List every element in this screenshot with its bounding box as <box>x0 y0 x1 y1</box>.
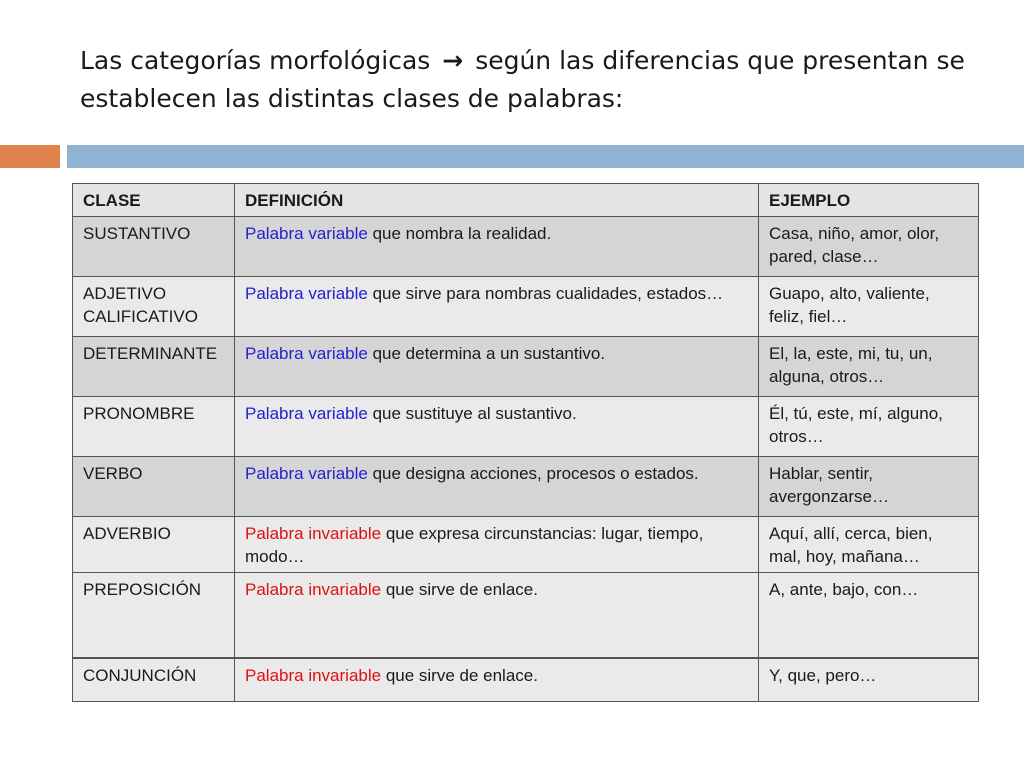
cell-definicion <box>235 277 759 337</box>
cell-clase: SUSTANTIVO <box>73 217 235 277</box>
cell-ejemplo: Y, que, pero… <box>759 659 979 702</box>
definition-text: que designa acciones, procesos o estados. <box>367 464 699 483</box>
table-row <box>73 573 979 658</box>
header-ejemplo: EJEMPLO <box>759 184 979 217</box>
cell-clase: ADVERBIO <box>73 517 235 573</box>
table-row <box>73 277 979 337</box>
keyword-variable: Palabra variable <box>245 404 368 423</box>
definition-text: que sustituye al sustantivo. <box>367 404 577 423</box>
cell-ejemplo: Hablar, sentir, avergonzarse… <box>759 457 979 517</box>
keyword-invariable: Palabra invariable <box>245 524 382 543</box>
slide-title <box>80 42 1000 118</box>
cell-ejemplo: Casa, niño, amor, olor, pared, clase… <box>759 217 979 277</box>
table-row <box>73 659 979 702</box>
cell-definicion <box>235 659 759 702</box>
definition-text: que sirve para nombras cualidades, estados… <box>367 284 724 303</box>
accent-bar-blue <box>67 145 1024 168</box>
conjunction-table <box>72 658 979 702</box>
keyword-invariable: Palabra invariable <box>245 666 382 685</box>
definition-text: que sirve de enlace. <box>381 580 538 599</box>
table-row <box>73 457 979 517</box>
definition-text: que expresa circunstancias: lugar, tiempo, modo… <box>245 524 704 566</box>
cell-clase: PRONOMBRE <box>73 397 235 457</box>
cell-ejemplo: Aquí, allí, cerca, bien, mal, hoy, mañana… <box>759 517 979 573</box>
cell-ejemplo: Él, tú, este, mí, alguno, otros… <box>759 397 979 457</box>
table-row <box>73 517 979 573</box>
cell-ejemplo: Guapo, alto, valiente, feliz, fiel… <box>759 277 979 337</box>
table-row <box>73 217 979 277</box>
cell-definicion <box>235 573 759 658</box>
definition-text: que sirve de enlace. <box>381 666 538 685</box>
cell-definicion <box>235 337 759 397</box>
cell-ejemplo: A, ante, bajo, con… <box>759 573 979 658</box>
definition-text: que nombra la realidad. <box>367 224 552 243</box>
accent-bar-orange <box>0 145 60 168</box>
cell-definicion <box>235 397 759 457</box>
cell-clase: ADJETIVO CALIFICATIVO <box>73 277 235 337</box>
cell-clase: CONJUNCIÓN <box>73 659 235 702</box>
cell-clase: VERBO <box>73 457 235 517</box>
cell-definicion <box>235 457 759 517</box>
cell-definicion <box>235 517 759 573</box>
keyword-variable: Palabra variable <box>245 344 368 363</box>
keyword-variable: Palabra variable <box>245 464 368 483</box>
table-header-row <box>73 184 979 217</box>
title-part-1: Las categorías morfológicas <box>80 46 431 75</box>
cell-clase: DETERMINANTE <box>73 337 235 397</box>
header-clase: CLASE <box>73 184 235 217</box>
keyword-variable: Palabra variable <box>245 224 368 243</box>
definition-text: que determina a un sustantivo. <box>367 344 606 363</box>
cell-clase: PREPOSICIÓN <box>73 573 235 658</box>
keyword-invariable: Palabra invariable <box>245 580 382 599</box>
title-part-2: según las diferencias que presentan se establecen las distintas clases de palabras: <box>80 46 965 113</box>
cell-ejemplo: El, la, este, mi, tu, un, alguna, otros… <box>759 337 979 397</box>
word-classes-table <box>72 183 979 658</box>
right-arrow-icon: → <box>442 46 464 75</box>
keyword-variable: Palabra variable <box>245 284 368 303</box>
cell-definicion <box>235 217 759 277</box>
table-row <box>73 337 979 397</box>
header-definicion: DEFINICIÓN <box>235 184 759 217</box>
table-row <box>73 397 979 457</box>
